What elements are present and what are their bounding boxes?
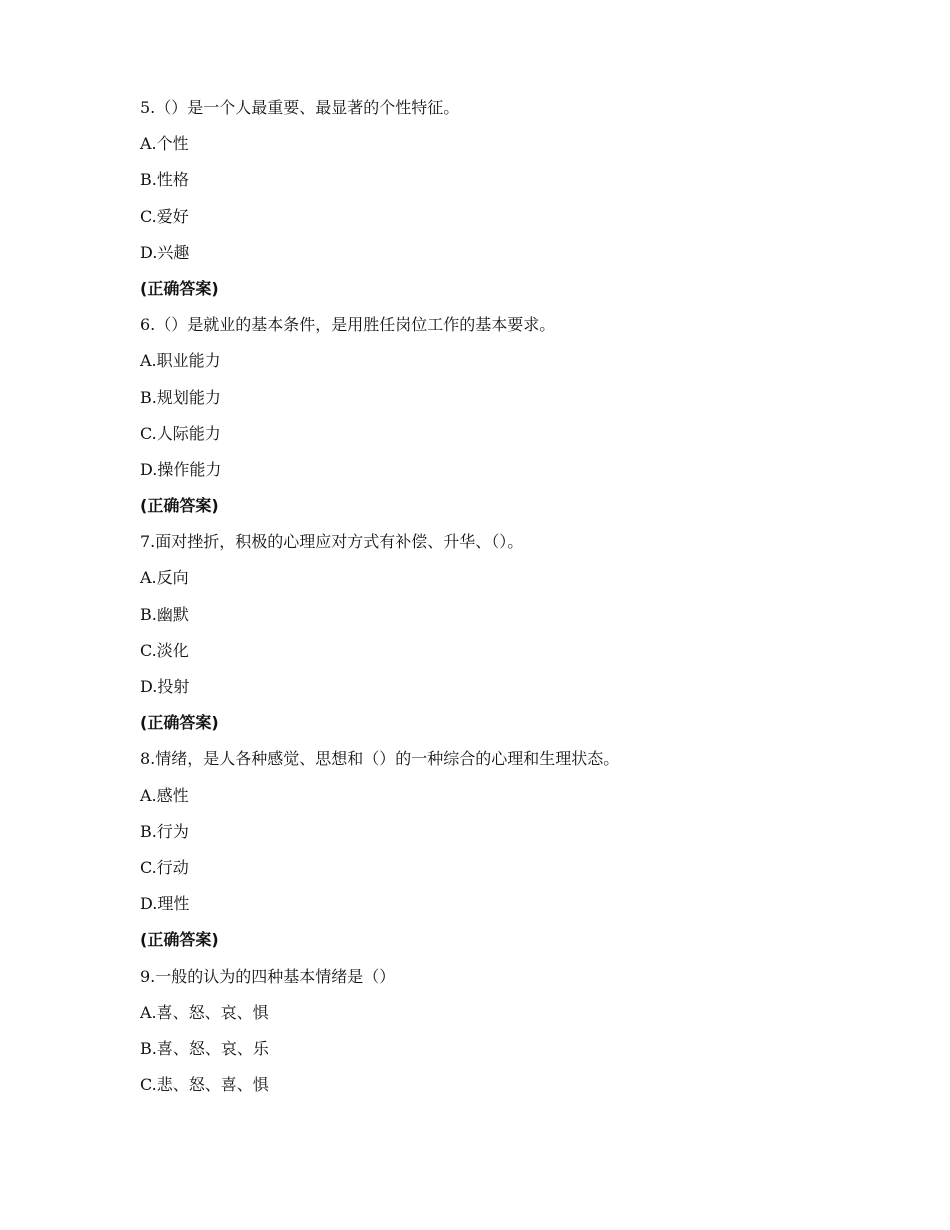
- option-a: A.反向: [140, 568, 189, 588]
- option-c: C.悲、怒、喜、惧: [140, 1075, 269, 1095]
- question-9: [140, 967, 900, 1112]
- option-d: D.兴趣: [140, 242, 190, 262]
- option-c: C.淡化: [140, 640, 189, 660]
- question-stem: 9.一般的认为的四种基本情绪是（）: [140, 966, 396, 986]
- question-stem: 8.情绪，是人各种感觉、思想和（）的一种综合的心理和生理状态。: [140, 749, 620, 769]
- option-b: B.幽默: [140, 604, 189, 624]
- question-stem: 6.（）是就业的基本条件，是用胜任岗位工作的基本要求。: [140, 315, 556, 335]
- option-d: D.投射: [140, 677, 190, 696]
- option-c: C.爱好: [140, 206, 189, 226]
- question-8: [140, 749, 900, 966]
- option-d: D.操作能力: [140, 459, 222, 479]
- option-b: B.规划能力: [140, 387, 221, 407]
- option-b: B.喜、怒、哀、乐: [140, 1038, 269, 1058]
- option-a: A.个性: [140, 134, 189, 154]
- option-a: A.职业能力: [140, 351, 221, 371]
- option-b: B.性格: [140, 170, 189, 190]
- option-d: D.理性: [140, 894, 190, 914]
- question-6: [140, 315, 900, 532]
- correct-answer-label: (正确答案): [140, 278, 219, 298]
- option-b: B.行为: [140, 821, 189, 841]
- question-5: [140, 98, 900, 315]
- correct-answer-label: (正确答案): [140, 930, 219, 950]
- option-c: C.行动: [140, 857, 189, 877]
- question-stem: 5.（）是一个人最重要、最显著的个性特征。: [140, 98, 460, 117]
- correct-answer-label: (正确答案): [140, 496, 219, 516]
- option-a: A.喜、怒、哀、惧: [140, 1002, 269, 1022]
- question-7: [140, 532, 900, 749]
- document-page: [140, 98, 900, 1111]
- question-stem: 7.面对挫折，积极的心理应对方式有补偿、升华、（）。: [140, 532, 524, 552]
- option-c: C.人际能力: [140, 423, 221, 443]
- option-a: A.感性: [140, 785, 189, 805]
- correct-answer-label: (正确答案): [140, 713, 219, 733]
